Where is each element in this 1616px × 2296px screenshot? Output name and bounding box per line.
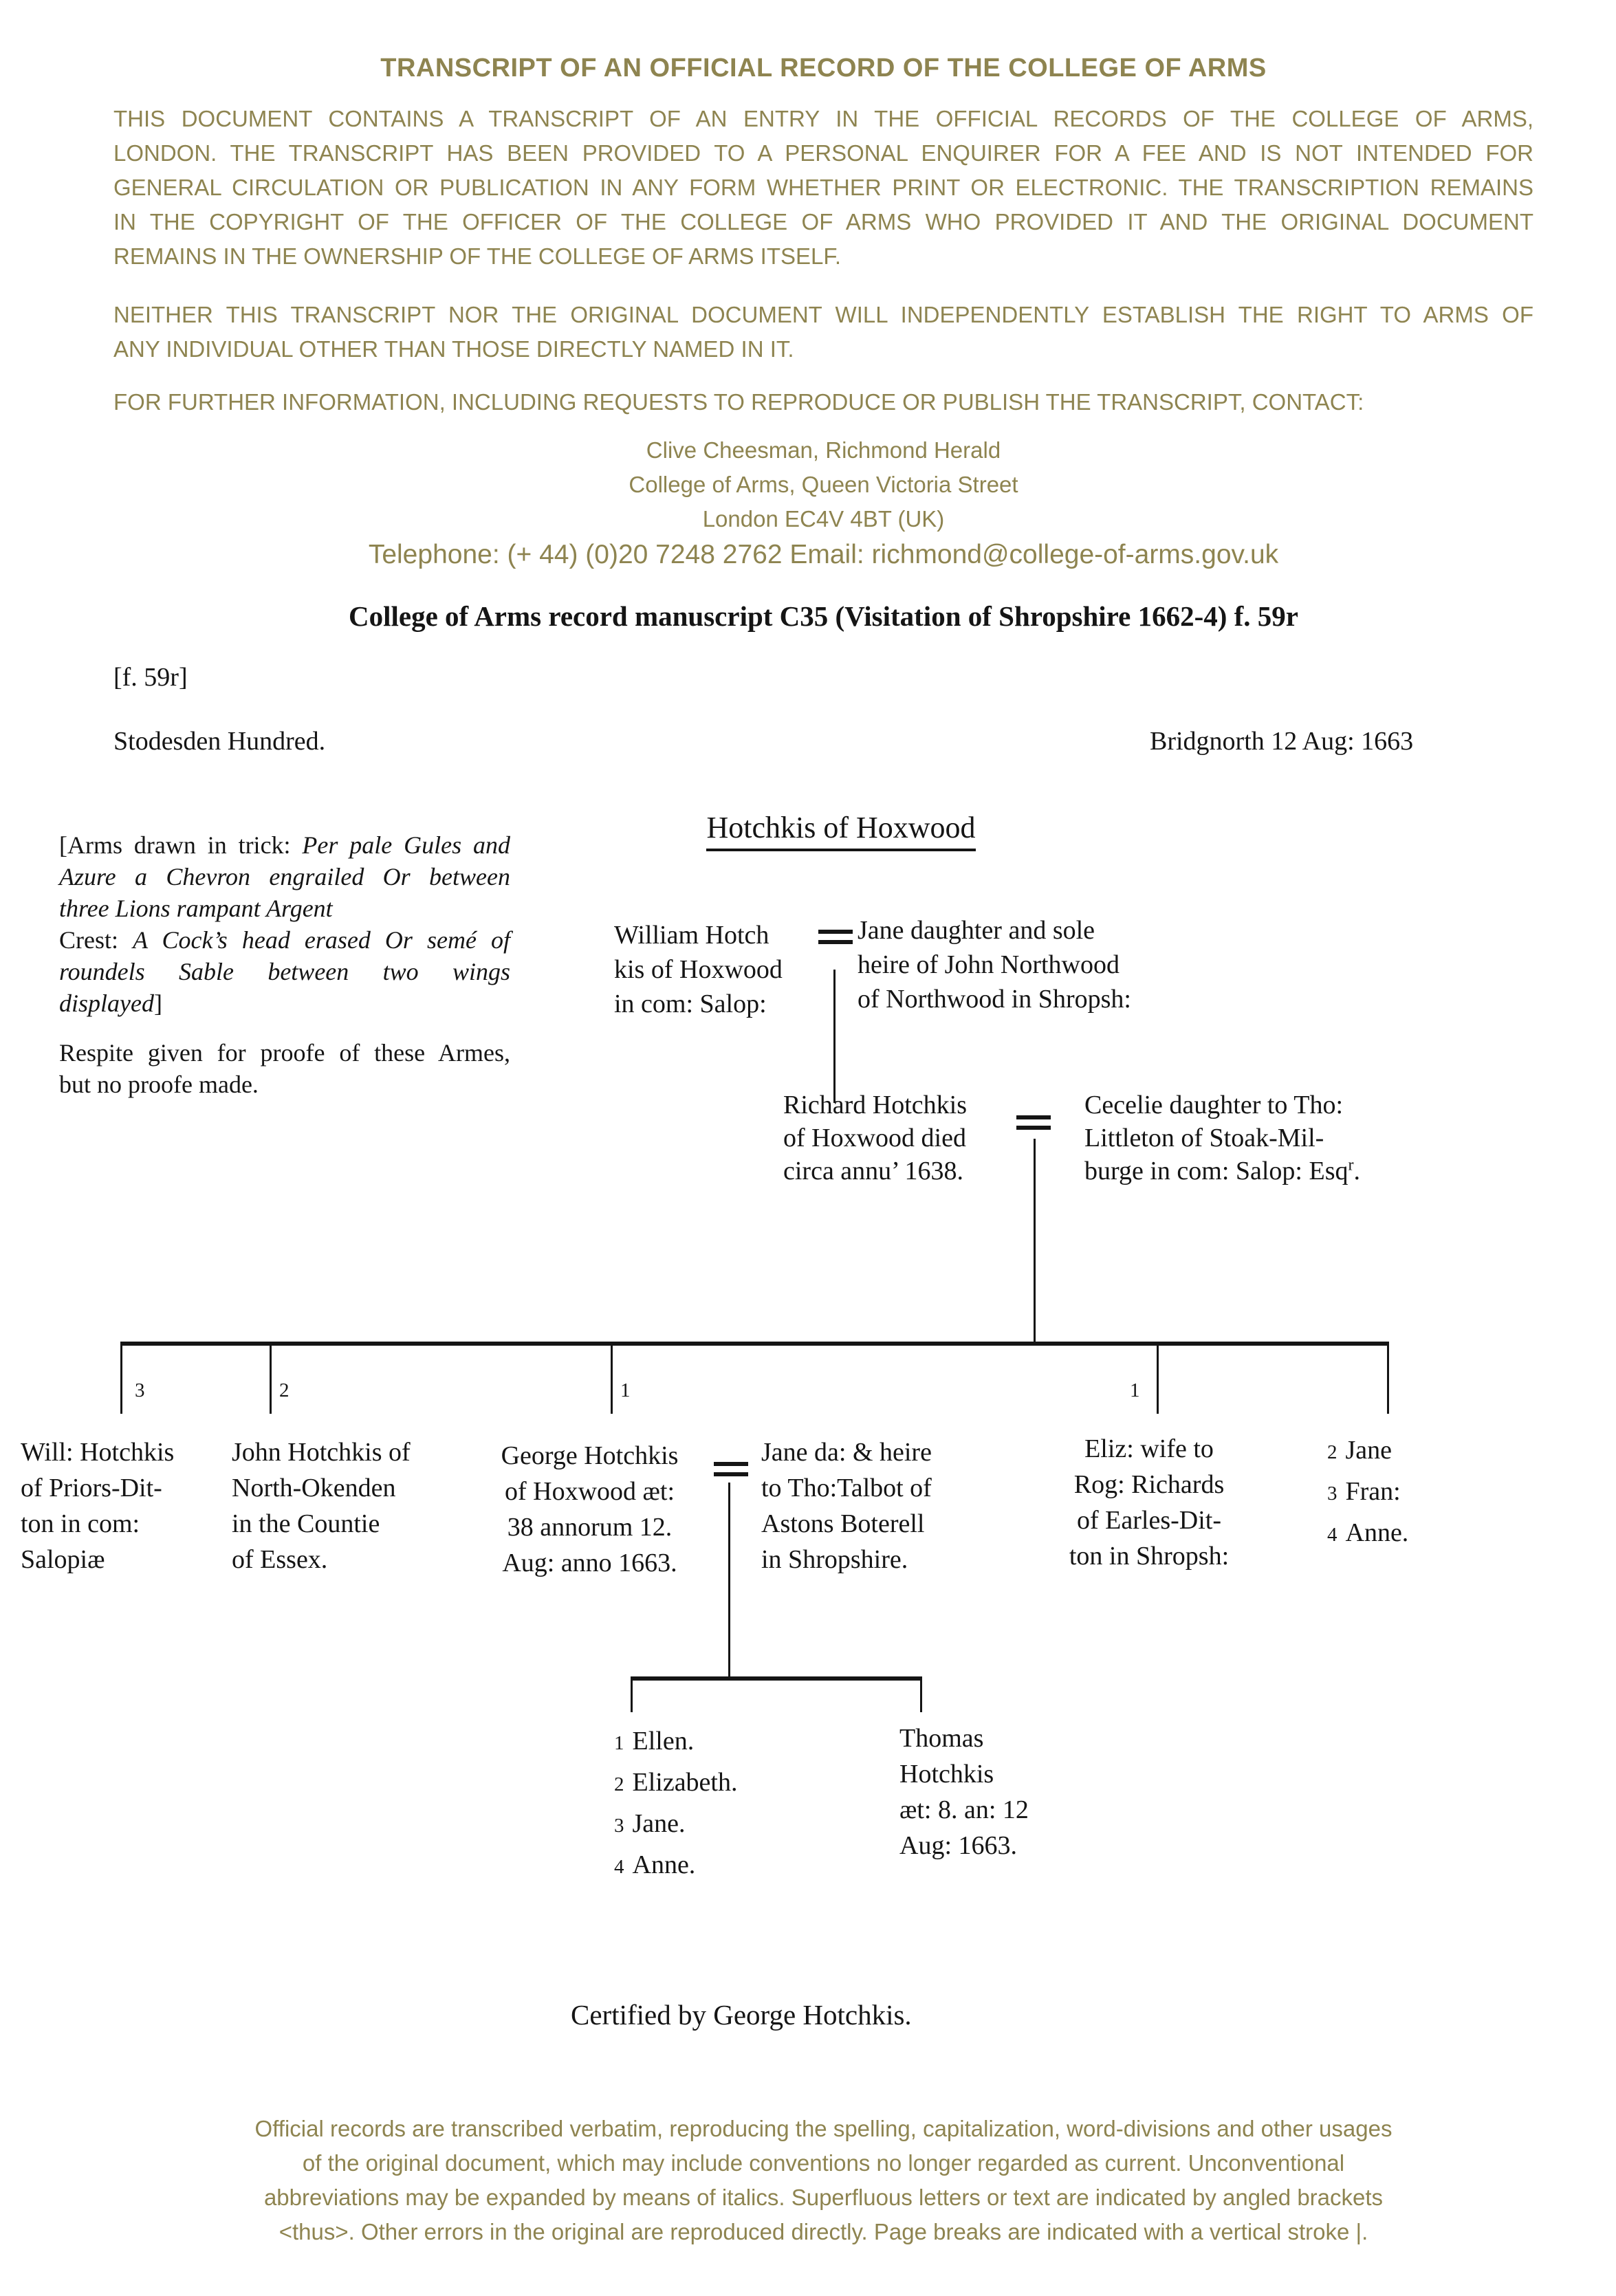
person-richard-hotchkis [783,1089,967,1188]
hundred-label: Stodesden Hundred. [113,727,326,756]
child-drop-line [611,1342,613,1414]
record-heading: College of Arms record manuscript C35 (Visitation of Shropshire 1662-4) f. 59r [349,600,1298,632]
person-line: in Shropshire. [761,1545,908,1574]
list-item [614,1847,737,1888]
person-line: kis of Hoxwood [614,955,783,984]
person-line: in the Countie [232,1509,380,1538]
pedigree-title: Hotchkis of Hoxwood [706,810,975,851]
superscript-r: r [1348,1156,1354,1174]
sibling-line [631,1676,922,1681]
arms-trick-note [59,829,510,1019]
marriage-symbol [1016,1115,1051,1130]
person-line: Cecelie daughter to Tho: [1084,1091,1344,1119]
birth-order-number: 3 [135,1379,145,1401]
notice-paragraph-2-line: NEITHER THIS TRANSCRIPT NOR THE ORIGINAL DOCUMENT WILL INDEPENDENTLY ESTABLISH THE RIGHT TO ARMS OF [113,302,1533,327]
list-item [1327,1432,1408,1474]
contact-name: Clive Cheesman, Richmond Herald [646,437,1001,463]
list-item [614,1764,737,1806]
sibling-line [120,1342,1389,1346]
folio-reference: [f. 59r] [113,663,188,692]
person-line: æt: 8. an: 12 [899,1795,1029,1824]
person-line: in com: Salop: [614,990,767,1018]
person-thomas-hotchkis [899,1720,1029,1863]
person-line: George Hotchkis [501,1441,679,1470]
blazon-text: three Lions rampant Argent [59,895,333,922]
marriage-symbol [818,930,853,944]
person-cecelie-littleton [1084,1089,1360,1188]
crest-line [59,924,510,956]
person-line: Will: Hotchkis [21,1438,175,1467]
person-line: 38 annorum 12. [507,1513,673,1542]
person-line: Eliz: wife to [1084,1434,1214,1463]
transcription-conventions-note [113,2112,1533,2249]
crest-blazon-text: displayed [59,990,154,1017]
list-item [1327,1515,1408,1556]
list-item [614,1806,737,1847]
crest-blazon-text: A Cock’s head erased Or semé of [133,926,510,954]
respite-note-line: but no proofe made. [59,1071,259,1098]
person-line: Aug: anno 1663. [502,1549,677,1577]
person-line: Salopiæ [21,1545,105,1574]
birth-order-number: 1 [614,1732,624,1754]
notice-paragraph-1 [113,102,1533,274]
contact-telephone-email: Telephone: (+ 44) (0)20 7248 2762 Email: richmond@college-of-arms.gov.uk [368,540,1279,569]
person-name: Anne. [1345,1518,1409,1547]
notice-paragraph-3: FOR FURTHER INFORMATION, INCLUDING REQUESTS TO REPRODUCE OR PUBLISH THE TRANSCRIPT, CONTACT: [113,389,1364,415]
child-drop-line [631,1676,633,1712]
person-eliz-richards [1049,1431,1249,1574]
birth-order-number: 4 [1327,1524,1337,1546]
person-line: heire of John Northwood [858,950,1120,979]
person-name: Jane [1345,1436,1393,1465]
footer-line: of the original document, which may include conventions no longer regarded as current. Unconventional [302,2150,1345,2176]
birth-order-number: 4 [614,1856,624,1878]
footer-line: <thus>. Other errors in the original are reproduced directly. Page breaks are indicated with a vertical stroke |. [279,2219,1368,2244]
person-line: of Hoxwood died [783,1124,966,1152]
birth-order-number: 1 [1130,1379,1140,1401]
person-name: Ellen. [632,1727,695,1756]
person-line: Jane daughter and sole [858,916,1095,945]
crest-blazon-text: roundels Sable between two wings [59,958,510,985]
descent-line [833,970,836,1103]
arms-trick-line [59,829,510,861]
blazon-text: Azure a Chevron engrailed Or between [59,863,510,890]
person-line [1084,1155,1360,1188]
gen4-daughters-list [614,1723,737,1888]
person-name: Anne. [632,1850,696,1879]
person-line: Astons Boterell [761,1509,925,1538]
respite-note [59,1037,510,1100]
notice-paragraph-1-line: LONDON. THE TRANSCRIPT HAS BEEN PROVIDED TO A PERSONAL ENQUIRER FOR A FEE AND IS NOT INTENDED FOR [113,140,1533,166]
person-line: Richard Hotchkis [783,1091,968,1119]
person-line: Rog: Richards [1073,1470,1225,1499]
footer-line: Official records are transcribed verbatim, reproducing the spelling, capitalization, word-divisions and other usages [254,2116,1393,2141]
descent-line [728,1483,730,1676]
birth-order-number: 2 [1327,1441,1337,1463]
child-drop-line [1387,1342,1389,1414]
notice-paragraph-1-line: THIS DOCUMENT CONTAINS A TRANSCRIPT OF AN ENTRY IN THE OFFICIAL RECORDS OF THE COLLEGE OF ARMS, [113,106,1533,131]
child-drop-line [120,1342,122,1414]
person-line: of Priors-Dit- [21,1474,162,1502]
person-line: of Hoxwood æt: [505,1477,675,1506]
person-line: Thomas [899,1724,984,1753]
person-line: Aug: 1663. [899,1831,1017,1860]
birth-order-number: 2 [279,1379,290,1401]
person-line: circa annu’ 1638. [783,1157,964,1185]
place-date-label: Bridgnorth 12 Aug: 1663 [1150,727,1414,756]
person-will-hotchkis [21,1434,174,1577]
list-item [1327,1474,1408,1515]
person-line: North-Okenden [232,1474,396,1502]
person-line-part: . [1353,1157,1360,1185]
person-george-hotchkis [481,1438,698,1581]
notice-paragraph-1-line: IN THE COPYRIGHT OF THE OFFICER OF THE COLLEGE OF ARMS WHO PROVIDED IT AND THE ORIGINAL DOCUMENT [113,209,1533,234]
person-line: Littleton of Stoak-Mil- [1084,1124,1324,1152]
person-line: of Earles-Dit- [1077,1506,1221,1535]
notice-paragraph-1-line: GENERAL CIRCULATION OR PUBLICATION IN ANY FORM WHETHER PRINT OR ELECTRONIC. THE TRANSCRIPTION REMAINS [113,175,1533,200]
person-line: of Essex. [232,1545,328,1574]
notice-paragraph-1-line: REMAINS IN THE OWNERSHIP OF THE COLLEGE OF ARMS ITSELF. [113,243,842,269]
notice-paragraph-2 [113,298,1533,367]
person-name: Jane. [632,1809,686,1838]
person-name: Fran: [1345,1477,1401,1506]
child-drop-line [1157,1342,1159,1414]
person-line: ton in Shropsh: [1069,1542,1230,1571]
person-line: William Hotch [614,921,769,950]
marriage-symbol [714,1462,748,1476]
person-william-hotchkis [614,918,783,1021]
notice-paragraph-2-line: ANY INDIVIDUAL OTHER THAN THOSE DIRECTLY NAMED IN IT. [113,336,794,362]
blazon-text: Per pale Gules and [302,831,510,859]
birth-order-number: 1 [620,1379,631,1401]
certification-statement: Certified by George Hotchkis. [571,1999,912,2031]
birth-order-number: 2 [614,1773,624,1795]
arms-trick-prefix: [Arms drawn in trick: [59,831,303,859]
younger-daughters-list [1327,1432,1408,1556]
notice-title: TRANSCRIPT OF AN OFFICIAL RECORD OF THE COLLEGE OF ARMS [380,54,1267,83]
person-jane-northwood [858,913,1131,1016]
footer-line: abbreviations may be expanded by means of italics. Superfluous letters or text are indicated by angled brackets [263,2185,1384,2210]
crest-label: Crest: [59,926,133,954]
birth-order-number: 3 [614,1815,624,1837]
person-line-part: burge in com: Salop: Esq [1084,1157,1349,1185]
person-name: Elizabeth. [632,1768,738,1797]
contact-address-line2: London EC4V 4BT (UK) [702,506,945,532]
person-line: ton in com: [21,1509,140,1538]
respite-note-line: Respite given for proofe of these Armes, [59,1039,510,1067]
crest-line-end [59,987,510,1019]
contact-block [113,433,1533,573]
child-drop-line [270,1342,272,1414]
person-jane-talbot [761,1434,932,1577]
person-line: Jane da: & heire [761,1438,932,1467]
list-item [614,1723,737,1764]
person-line: John Hotchkis of [232,1438,411,1467]
child-drop-line [920,1676,922,1712]
arms-trick-suffix: ] [153,990,162,1017]
person-john-hotchkis [232,1434,411,1577]
person-line: to Tho:Talbot of [761,1474,932,1502]
person-line: of Northwood in Shropsh: [858,985,1131,1014]
descent-line [1034,1139,1036,1342]
contact-address-line1: College of Arms, Queen Victoria Street [629,472,1018,497]
pedigree-title-wrap [669,810,1013,851]
person-line: Hotchkis [899,1760,994,1789]
birth-order-number: 3 [1327,1483,1337,1505]
